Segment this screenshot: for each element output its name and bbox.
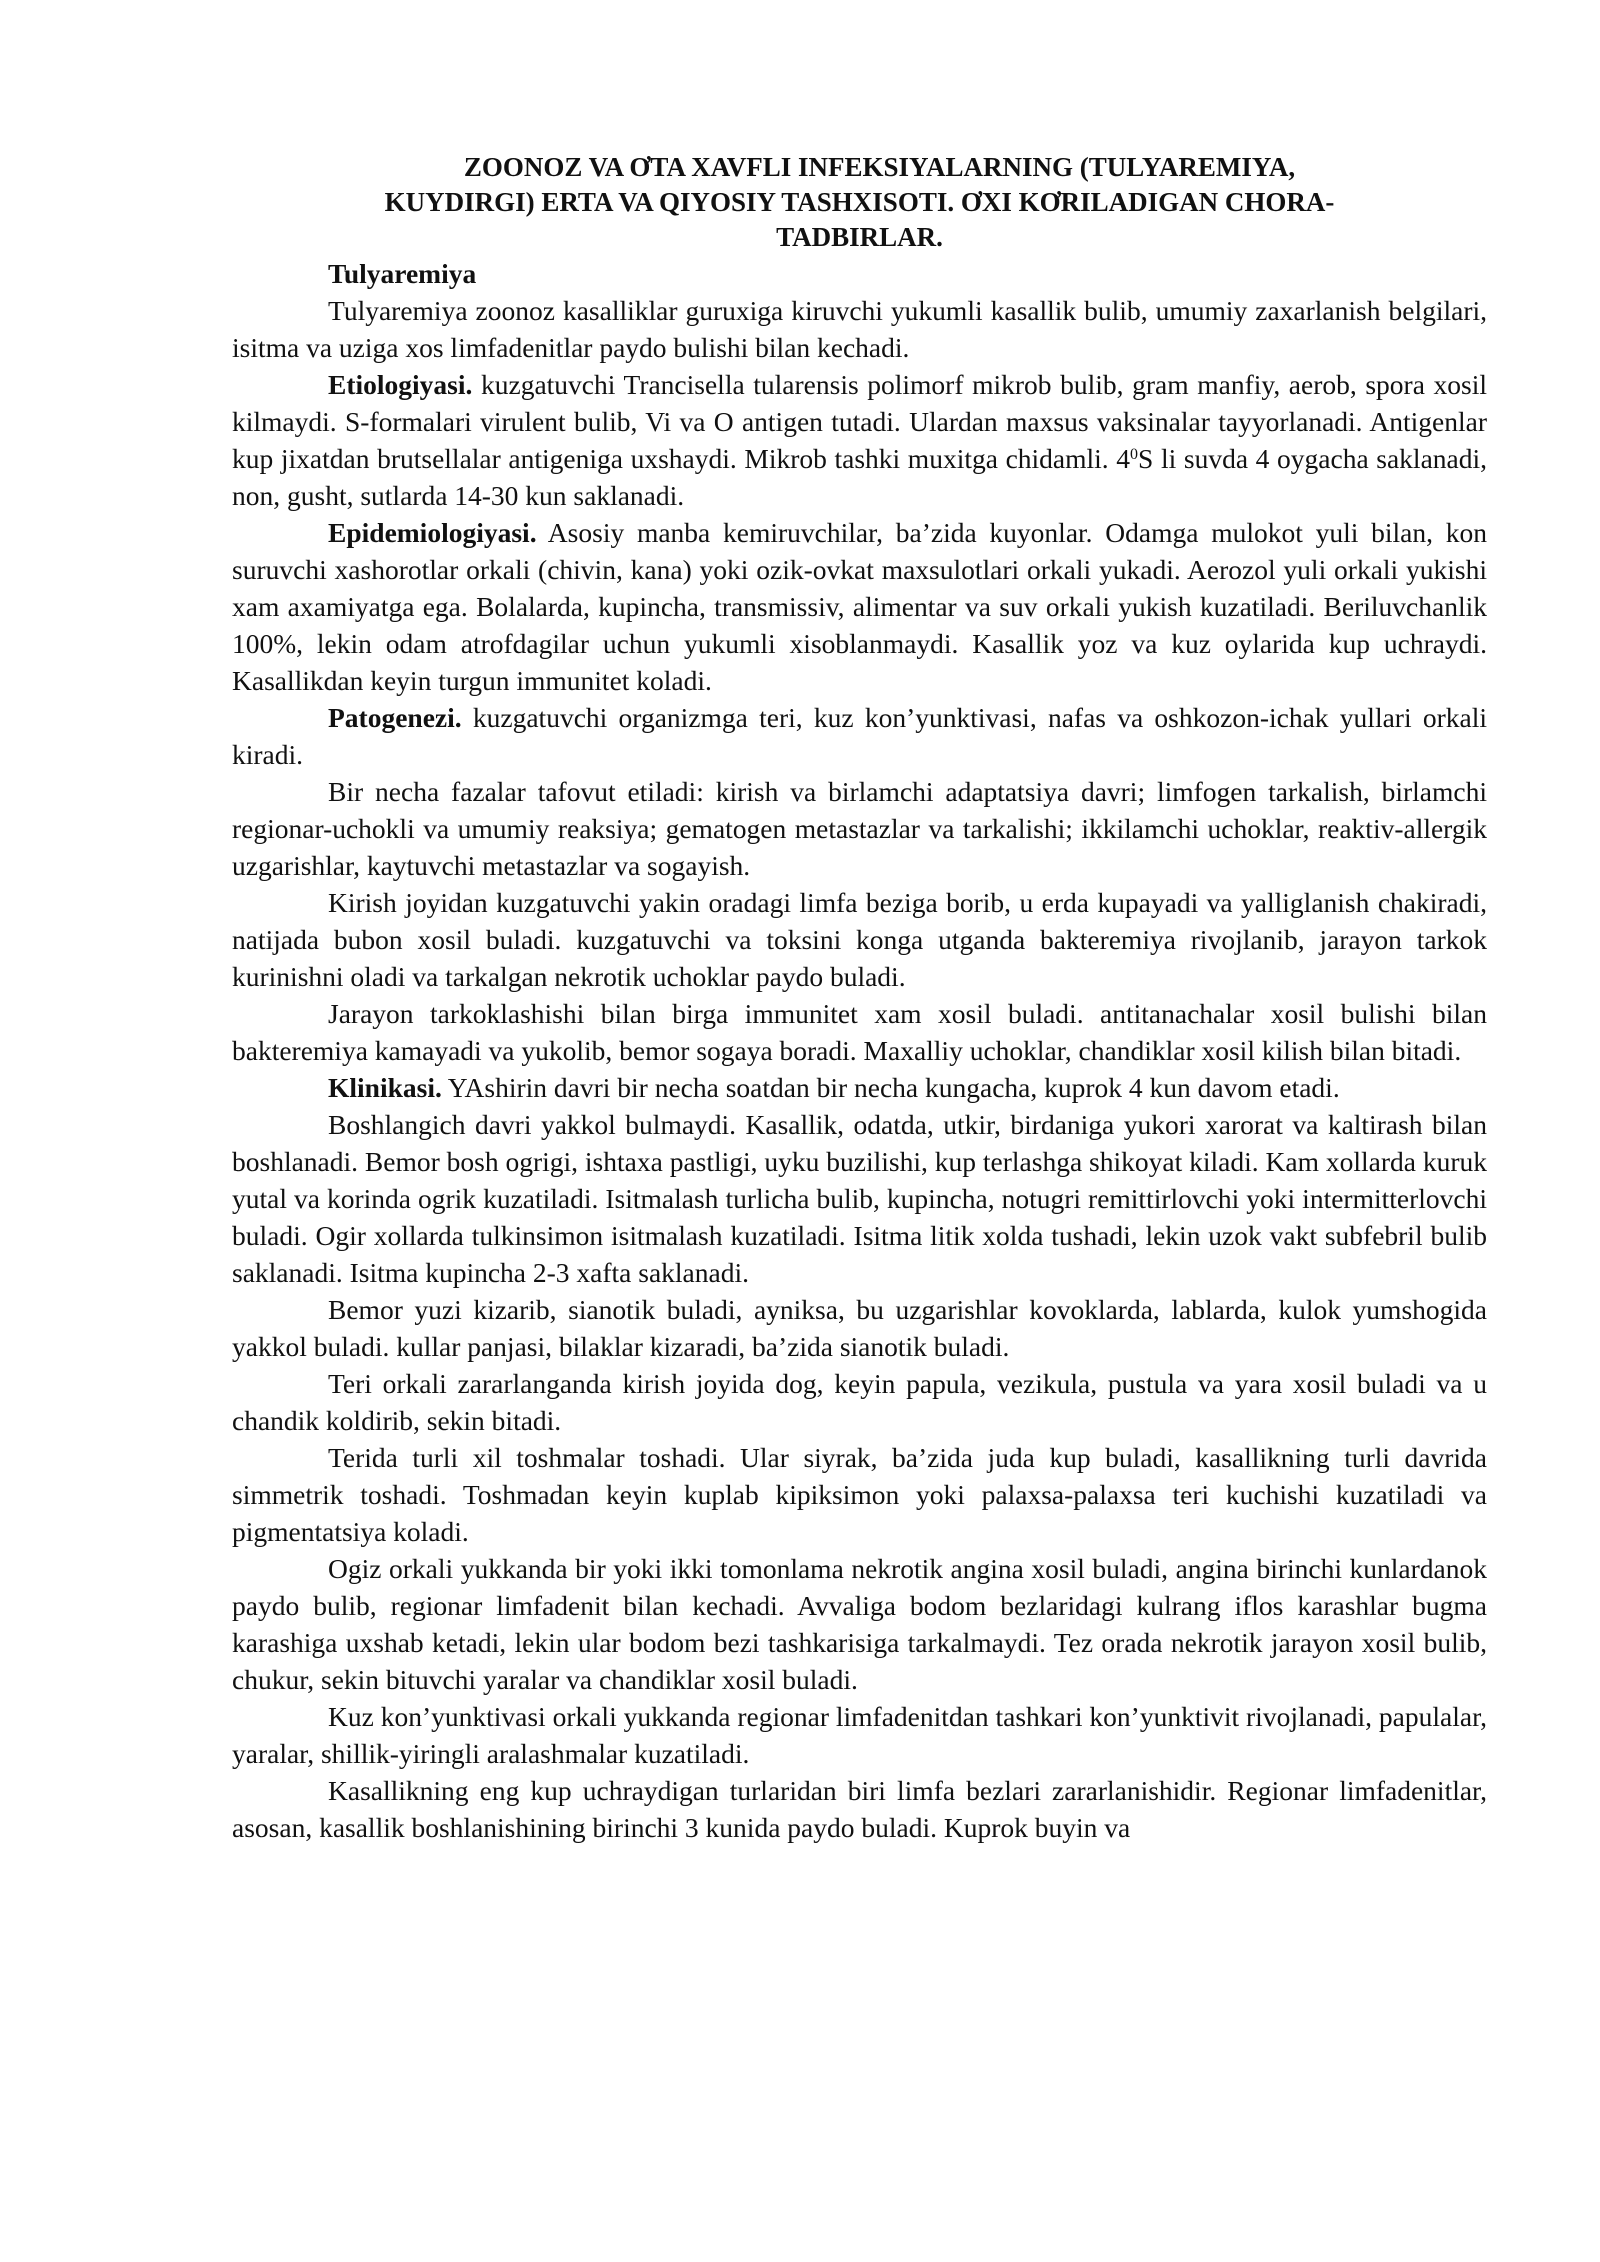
- section-heading: Tulyaremiya: [328, 258, 477, 289]
- paragraph: [232, 1069, 1487, 1106]
- paragraph-text: kuzgatuvchi Trancisella tularensis polimorf mikrob bulib, gram manfiy, aerob, spora xosil kilmaydi. S-formalari virulent bulib, Vi va O antigen tutadi. Ulardan maxsus vaksinalar tayyorlanadi. Antigenlar kup jixatdan brutsellalar antigeniga uxshaydi. Mikrob tashki muxitga chidamli. 4: [232, 369, 1487, 474]
- document-page: [232, 150, 1487, 1846]
- paragraph: [232, 1772, 1487, 1846]
- paragraph-text: Terida turli xil toshmalar toshadi. Ular siyrak, ba’zida juda kup buladi, kasallikning turli davrida simmetrik toshadi. Toshmadan keyin kuplab kipiksimon yoki palaxsa-palaxsa teri kuchishi kuzatiladi va pigmentatsiya koladi.: [232, 1442, 1487, 1547]
- paragraph: [232, 773, 1487, 884]
- superscript: 0: [1130, 446, 1139, 463]
- paragraph: [232, 995, 1487, 1069]
- title-line-2: KUYDIRGI) ERTA VA QIYOSIY TASHXISOTI. ƠXI KƠRILADIGAN CHORA-: [384, 187, 1335, 217]
- paragraph-text: Bemor yuzi kizarib, sianotik buladi, ayniksa, bu uzgarishlar kovoklarda, lablarda, kulok yumshogida yakkol buladi. kullar panjasi, bilaklar kizaradi, ba’zida sianotik buladi.: [232, 1294, 1487, 1362]
- paragraph-text: Kuz kon’yunktivasi orkali yukkanda regionar limfadenitdan tashkari kon’yunktivit rivojlanadi, papulalar, yaralar, shillik-yiringli aralashmalar kuzatiladi.: [232, 1701, 1487, 1769]
- paragraph-text: Kirish joyidan kuzgatuvchi yakin oradagi limfa beziga borib, u erda kupayadi va yalliglanish chakiradi, natijada bubon xosil buladi. kuzgatuvchi va toksini konga utganda bakteremiya rivojlanib, jarayon tarkok kurinishni oladi va tarkalgan nekrotik uchoklar paydo buladi.: [232, 887, 1487, 992]
- paragraph-text: Jarayon tarkoklashishi bilan birga immunitet xam xosil buladi. antitanachalar xosil bulishi bilan bakteremiya kamayadi va yukolib, bemor sogaya boradi. Maxalliy uchoklar, chandiklar xosil kilish bilan bitadi.: [232, 998, 1487, 1066]
- paragraph-lead: Epidemiologiyasi.: [328, 517, 537, 548]
- body-text: [232, 292, 1487, 1846]
- paragraph-text: kuzgatuvchi organizmga teri, kuz kon’yunktivasi, nafas va oshkozon-ichak yullari orkali kiradi.: [232, 702, 1487, 770]
- paragraph: [232, 1106, 1487, 1291]
- paragraph-text: Boshlangich davri yakkol bulmaydi. Kasallik, odatda, utkir, birdaniga yukori xarorat va kaltirash bilan boshlanadi. Bemor bosh ogrigi, ishtaxa pastligi, uyku buzilishi, kup terlashga shikoyat kiladi. Kam xollarda kuruk yutal va korinda ogrik kuzatiladi. Isitmalash turlicha bulib, kupincha, notugri remittirlovchi yoki intermitterlovchi buladi. Ogir xollarda tulkinsimon isitmalash kuzatiladi. Isitma litik xolda tushadi, lekin uzok vakt subfebril bulib saklanadi. Isitma kupincha 2-3 xafta saklanadi.: [232, 1109, 1487, 1288]
- paragraph-text: YAshirin davri bir necha soatdan bir necha kungacha, kuprok 4 kun davom etadi.: [441, 1072, 1340, 1103]
- paragraph: [232, 1439, 1487, 1550]
- paragraph: [232, 1698, 1487, 1772]
- paragraph-text-continued: S li suvda 4 oygacha saklanadi, non, gusht, sutlarda 14-30 kun saklanadi.: [232, 443, 1488, 511]
- paragraph: [232, 884, 1487, 995]
- paragraph: [232, 699, 1487, 773]
- paragraph-text: Kasallikning eng kup uchraydigan turlaridan biri limfa bezlari zararlanishidir. Regionar limfadenitlar, asosan, kasallik boshlanishining birinchi 3 kunida paydo buladi. Kuprok buyin va: [232, 1775, 1487, 1843]
- paragraph-lead: Etiologiyasi.: [328, 369, 473, 400]
- document-title: [232, 150, 1487, 255]
- paragraph: [232, 292, 1487, 366]
- paragraph: [232, 1365, 1487, 1439]
- paragraph-text: Teri orkali zararlanganda kirish joyida dog, keyin papula, vezikula, pustula va yara xosil buladi va u chandik koldirib, sekin bitadi.: [232, 1368, 1487, 1436]
- paragraph-lead: Klinikasi.: [328, 1072, 442, 1103]
- title-line-1: ZOONOZ VA ƠTA XAVFLI INFEKSIYALARNING (TULYAREMIYA,: [463, 152, 1296, 182]
- paragraph-lead: Patogenezi.: [328, 702, 462, 733]
- paragraph: [232, 366, 1487, 514]
- paragraph: [232, 514, 1487, 699]
- title-line-3: TADBIRLAR.: [776, 222, 943, 252]
- paragraph-text: Asosiy manba kemiruvchilar, ba’zida kuyonlar. Odamga mulokot yuli bilan, kon suruvchi xashorotlar orkali (chivin, kana) yoki ozik-ovkat maxsulotlari orkali yukadi. Aerozol yuli orkali yukishi xam axamiyatga ega. Bolalarda, kupincha, transmissiv, alimentar va suv orkali yukish kuzatiladi. Beriluvchanlik 100%, lekin odam atrofdagilar uchun yukumli xisoblanmaydi. Kasallik yoz va kuz oylarida kup uchraydi. Kasallikdan keyin turgun immunitet koladi.: [232, 517, 1487, 696]
- paragraph: [232, 1291, 1487, 1365]
- paragraph-text: Ogiz orkali yukkanda bir yoki ikki tomonlama nekrotik angina xosil buladi, angina birinchi kunlardanok paydo bulib, regionar limfadenit bilan kechadi. Avvaliga bodom bezlaridagi kulrang iflos karashlar bugma karashiga uxshab ketadi, lekin ular bodom bezi tashkarisiga tarkalmaydi. Tez orada nekrotik jarayon xosil bulib, chukur, sekin bituvchi yaralar va chandiklar xosil buladi.: [232, 1553, 1487, 1695]
- paragraph-text: Tulyaremiya zoonoz kasalliklar guruxiga kiruvchi yukumli kasallik bulib, umumiy zaxarlanish belgilari, isitma va uziga xos limfadenitlar paydo bulishi bilan kechadi.: [232, 295, 1487, 363]
- paragraph-text: Bir necha fazalar tafovut etiladi: kirish va birlamchi adaptatsiya davri; limfogen tarkalish, birlamchi regionar-uchokli va umumiy reaksiya; gematogen metastazlar va tarkalishi; ikkilamchi uchoklar, reaktiv-allergik uzgarishlar, kaytuvchi metastazlar va sogayish.: [232, 776, 1487, 881]
- paragraph: [232, 1550, 1487, 1698]
